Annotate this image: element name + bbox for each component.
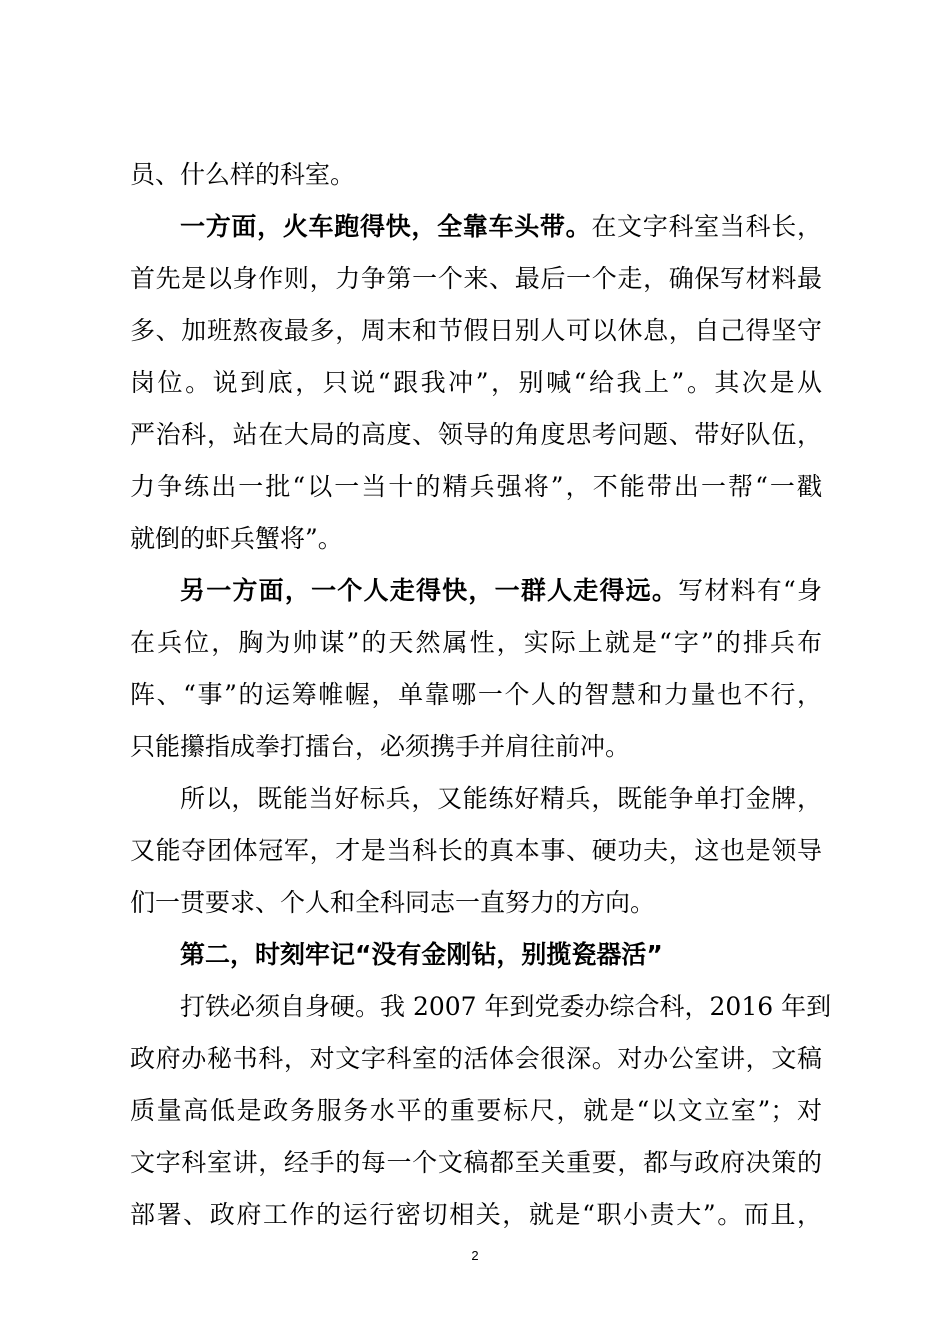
line-text: 政府办秘书科，对文字科室的活体会很深。对办公室讲，文稿 bbox=[130, 1044, 822, 1073]
lead-sentence: 另一方面，一个人走得快，一群人走得远。 bbox=[180, 576, 679, 605]
line-text: 们一贯要求、个人和全科同志一直努力的方向。 bbox=[130, 888, 656, 917]
heading-text: 第二，时刻牢记“没有金刚钻，别揽瓷器活” bbox=[180, 940, 663, 969]
text-line bbox=[130, 732, 822, 762]
text-line bbox=[130, 524, 822, 554]
line-text: 部署、政府工作的运行密切相关，就是“职小责大”。而且， bbox=[130, 1200, 822, 1229]
line-text: 员、什么样的科室。 bbox=[130, 160, 356, 189]
line-text: 就倒的虾兵蟹将”。 bbox=[130, 524, 343, 553]
text-line bbox=[130, 784, 822, 814]
line-text: 又能夺团体冠军，才是当科长的真本事、硬功夫，这也是领导 bbox=[130, 836, 822, 865]
line-text: 多、加班熬夜最多，周末和节假日别人可以休息，自己得坚守 bbox=[130, 316, 822, 345]
line-text: 岗位。说到底，只说“跟我冲”，别喊“给我上”。其次是从 bbox=[130, 368, 822, 397]
line-text: 写材料有“身 bbox=[678, 576, 822, 605]
text-line bbox=[130, 316, 822, 346]
text-line bbox=[130, 1200, 822, 1230]
text-line bbox=[130, 836, 822, 866]
text-line bbox=[130, 680, 822, 710]
text-line bbox=[130, 368, 822, 398]
text-line bbox=[130, 1148, 822, 1178]
lead-sentence: 一方面，火车跑得快，全靠车头带。 bbox=[180, 212, 592, 241]
line-text: 打铁必须自身硬。我 2007 年到党委办综合科，2016 年到 bbox=[180, 992, 832, 1021]
line-text: 所以，既能当好标兵，又能练好精兵，既能争单打金牌， bbox=[180, 784, 822, 813]
line-text: 在文字科室当科长， bbox=[591, 212, 822, 241]
line-text: 严治科，站在大局的高度、领导的角度思考问题、带好队伍， bbox=[130, 420, 822, 449]
text-line bbox=[130, 628, 822, 658]
line-text: 在兵位，胸为帅谋”的天然属性，实际上就是“字”的排兵布 bbox=[130, 628, 822, 657]
line-text: 首先是以身作则，力争第一个来、最后一个走，确保写材料最 bbox=[130, 264, 822, 293]
text-line bbox=[130, 992, 832, 1022]
line-text: 力争练出一批“以一当十的精兵强将”，不能带出一帮“一戳 bbox=[130, 472, 822, 501]
section-heading bbox=[130, 940, 822, 970]
page-number: 2 bbox=[471, 1248, 479, 1263]
text-line bbox=[130, 264, 822, 294]
text-line bbox=[130, 472, 822, 502]
paragraph-lead-line bbox=[130, 212, 822, 242]
line-text: 质量高低是政务服务水平的重要标尺，就是“以文立室”；对 bbox=[130, 1096, 822, 1125]
text-line bbox=[130, 888, 822, 918]
text-line bbox=[130, 1096, 822, 1126]
paragraph-lead-line bbox=[130, 576, 822, 606]
text-line bbox=[130, 1044, 822, 1074]
text-line bbox=[130, 420, 822, 450]
text-line bbox=[130, 160, 822, 190]
line-text: 只能攥指成拳打擂台，必须携手并肩往前冲。 bbox=[130, 732, 631, 761]
line-text: 文字科室讲，经手的每一个文稿都至关重要，都与政府决策的 bbox=[130, 1148, 822, 1177]
line-text: 阵、“事”的运筹帷幄，单靠哪一个人的智慧和力量也不行， bbox=[130, 680, 822, 709]
